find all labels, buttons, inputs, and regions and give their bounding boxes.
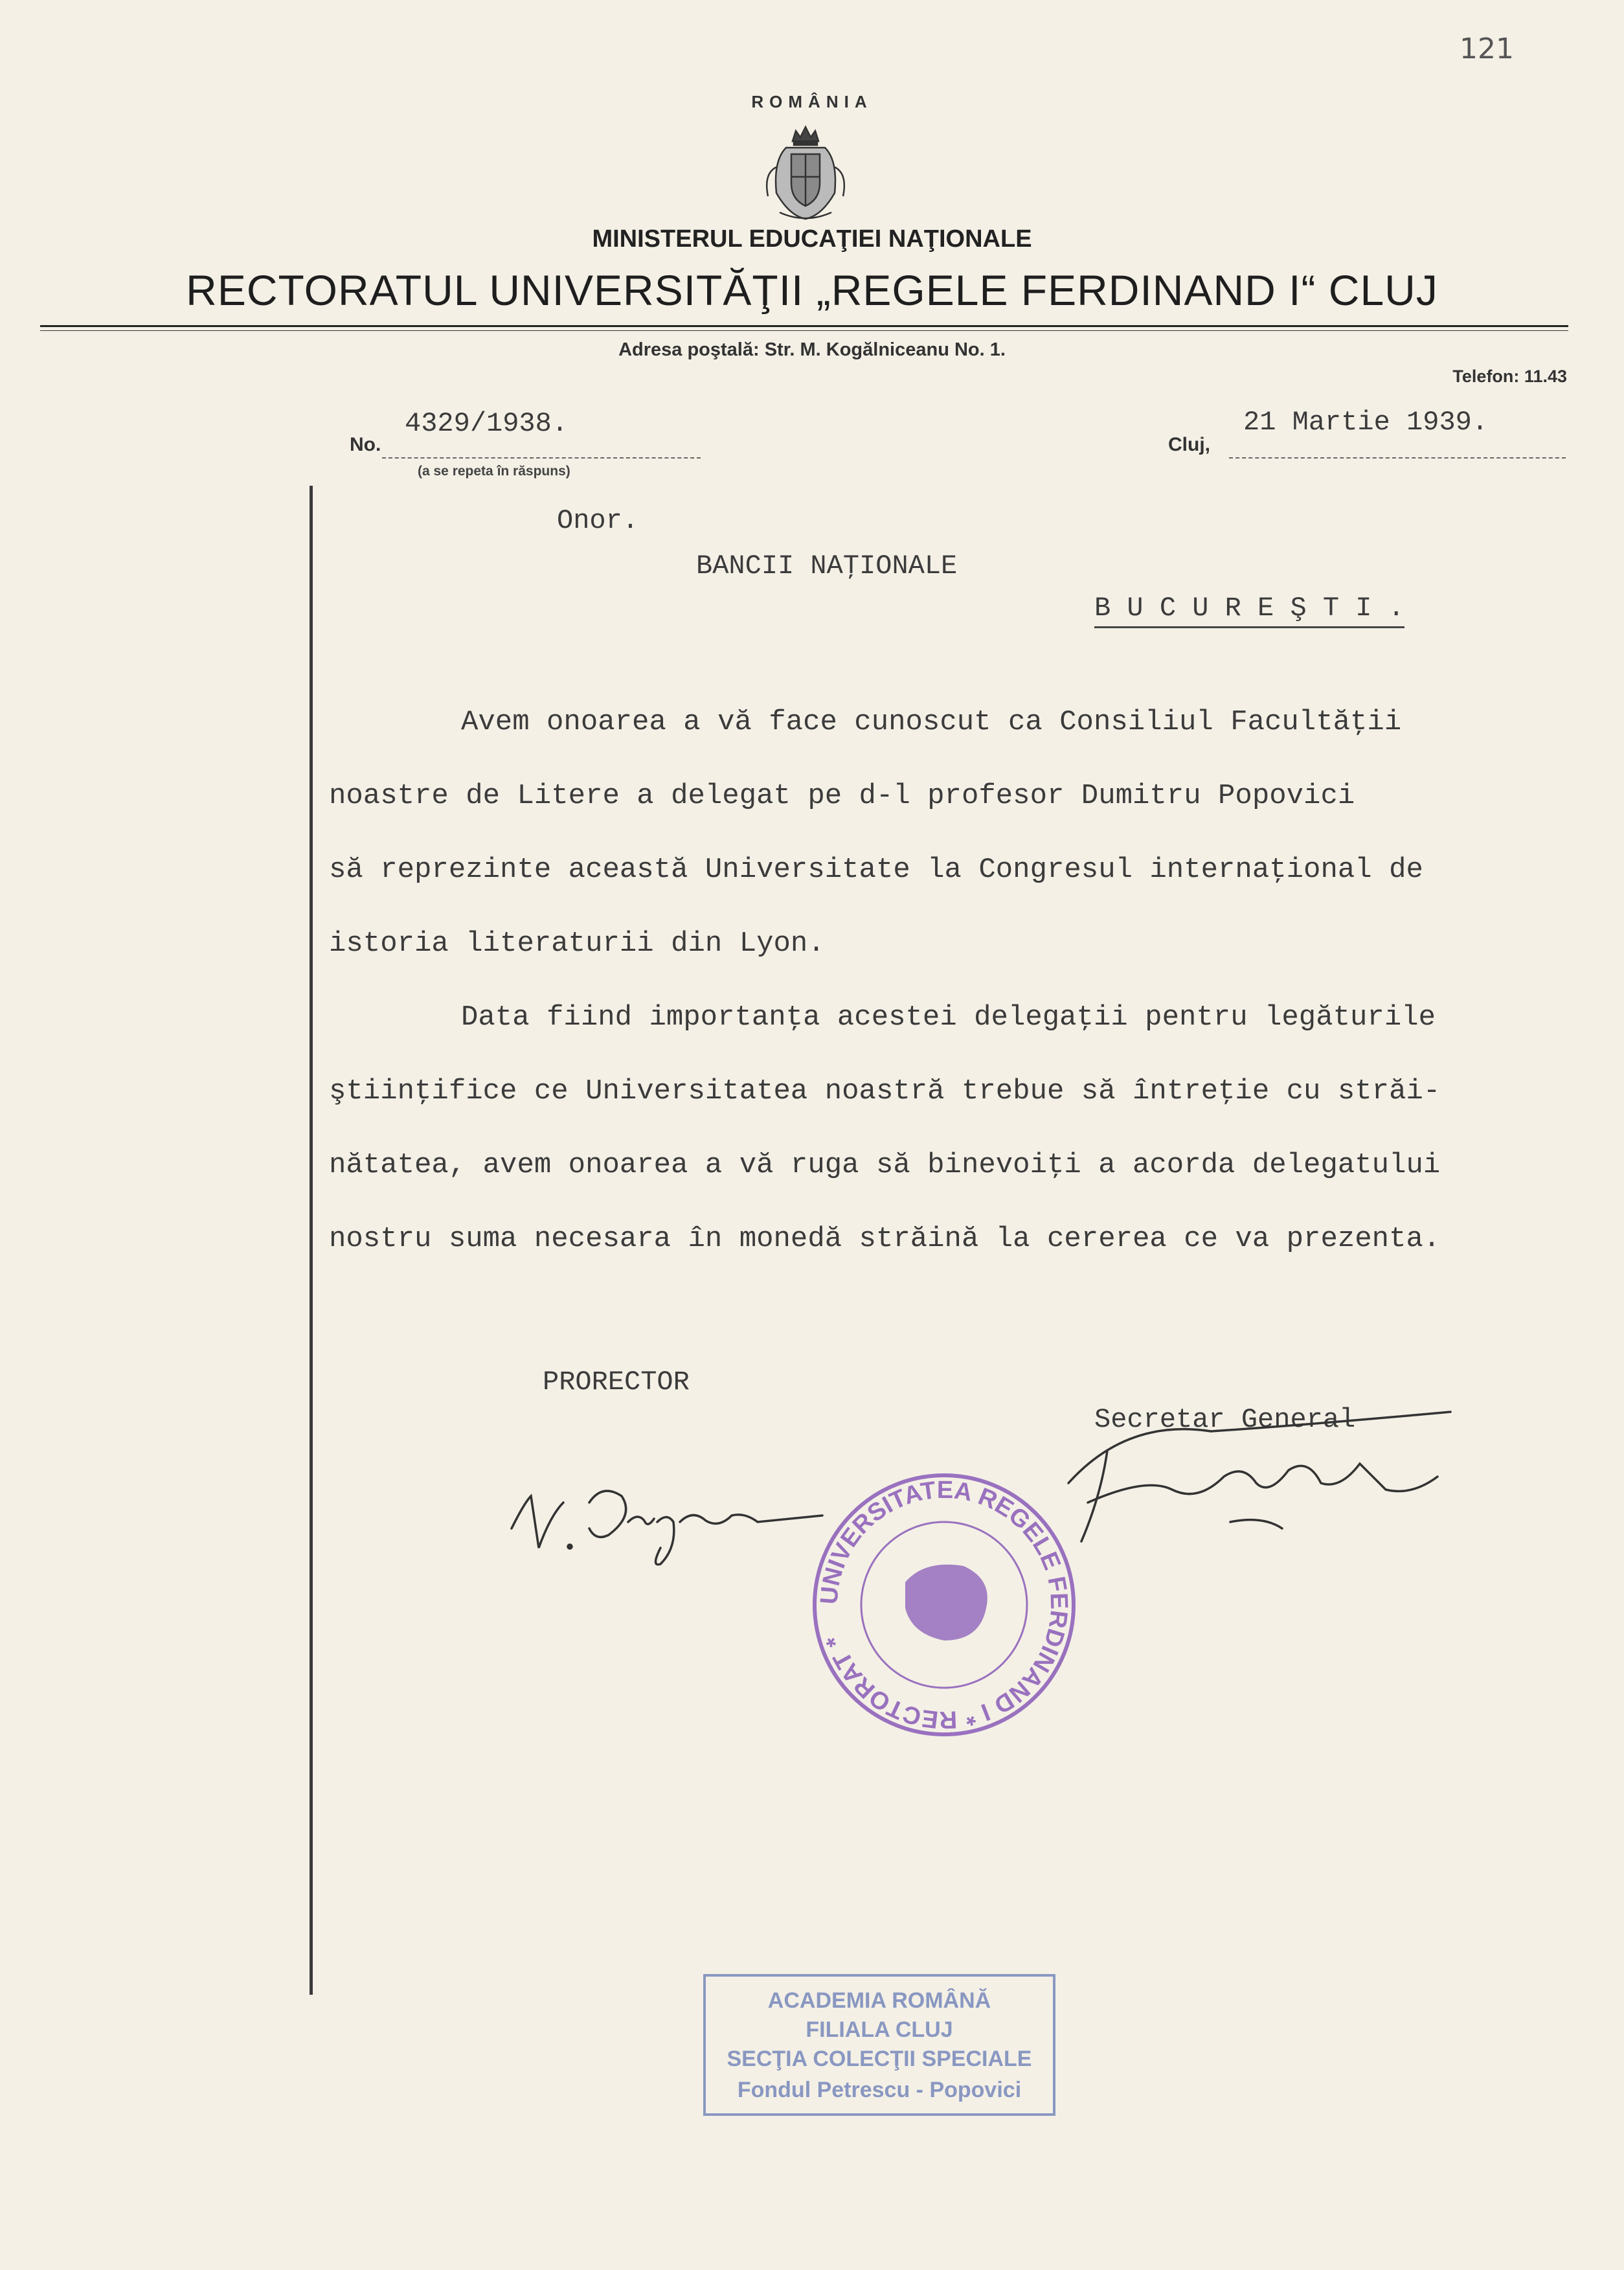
country-header: ROMÂNIA	[751, 92, 873, 111]
prorector-title: PRORECTOR	[543, 1367, 690, 1398]
salutation: Onor.	[557, 505, 639, 536]
archive-stamp-line: Fondul Petrescu - Popovici	[737, 2078, 1022, 2102]
reference-number-label: No.	[350, 434, 381, 455]
document-date: 21 Martie 1939.	[1243, 407, 1489, 438]
body-line: Data fiind importanţa acestei delegaţii pentru legăturile	[461, 1001, 1436, 1034]
page-number: 121	[1460, 32, 1514, 65]
body-line: noastre de Litere a delegat pe d-l profesor Dumitru Popovici	[329, 780, 1355, 812]
body-line: să reprezinte această Universitate la Congresul internaţional de	[329, 854, 1423, 886]
reference-number: 4329/1938.	[405, 408, 569, 439]
header-rule-thin	[40, 330, 1568, 331]
header-rule	[40, 325, 1568, 327]
rectorate-name: RECTORATUL UNIVERSITĂŢII „REGELE FERDINAND I“ CLUJ	[186, 266, 1438, 314]
reference-number-line	[382, 457, 701, 459]
archive-stamp	[699, 1969, 1062, 2124]
recipient-city: B U C U R E Ş T I .	[1094, 593, 1404, 628]
archive-stamp-line: SECŢIA COLECŢII SPECIALE	[727, 2047, 1032, 2071]
date-line	[1229, 457, 1566, 459]
recipient-name: BANCII NAŢIONALE	[696, 550, 958, 582]
university-rector-stamp	[808, 1469, 1080, 1741]
margin-line	[310, 486, 313, 1995]
body-line: ştiinţifice ce Universitatea noastră trebue să întreţie cu străi-	[329, 1075, 1441, 1107]
body-line: istoria literaturii din Lyon.	[329, 927, 825, 960]
body-line: nătatea, avem onoarea a vă ruga să binevoiţi a acorda delegatului	[329, 1149, 1441, 1181]
stamp-text: UNIVERSITATEA REGELE FERDINAND I * RECTORAT *	[815, 1476, 1073, 1734]
body-line: Avem onoarea a vă face cunoscut ca Consiliul Facultăţii	[461, 706, 1402, 738]
postal-address: Adresa poştală: Str. M. Kogălniceanu No. 1.	[618, 339, 1006, 360]
archive-stamp-line: FILIALA CLUJ	[806, 2017, 953, 2042]
ministry-name: MINISTERUL EDUCAŢIEI NAŢIONALE	[592, 225, 1032, 253]
city-label: Cluj,	[1168, 434, 1210, 455]
secretary-title: Secretar General	[1094, 1404, 1356, 1435]
archive-stamp-line: ACADEMIA ROMÂNĂ	[767, 1988, 991, 2013]
prorector-signature	[499, 1451, 835, 1580]
body-line: nostru suma necesara în monedă străină la cererea ce va prezenta.	[329, 1223, 1441, 1255]
secretary-signature	[1049, 1392, 1476, 1567]
phone-number: Telefon: 11.43	[1452, 367, 1567, 386]
reference-hint: (a se repeta în răspuns)	[418, 464, 570, 479]
royal-coat-of-arms-icon	[760, 122, 851, 222]
